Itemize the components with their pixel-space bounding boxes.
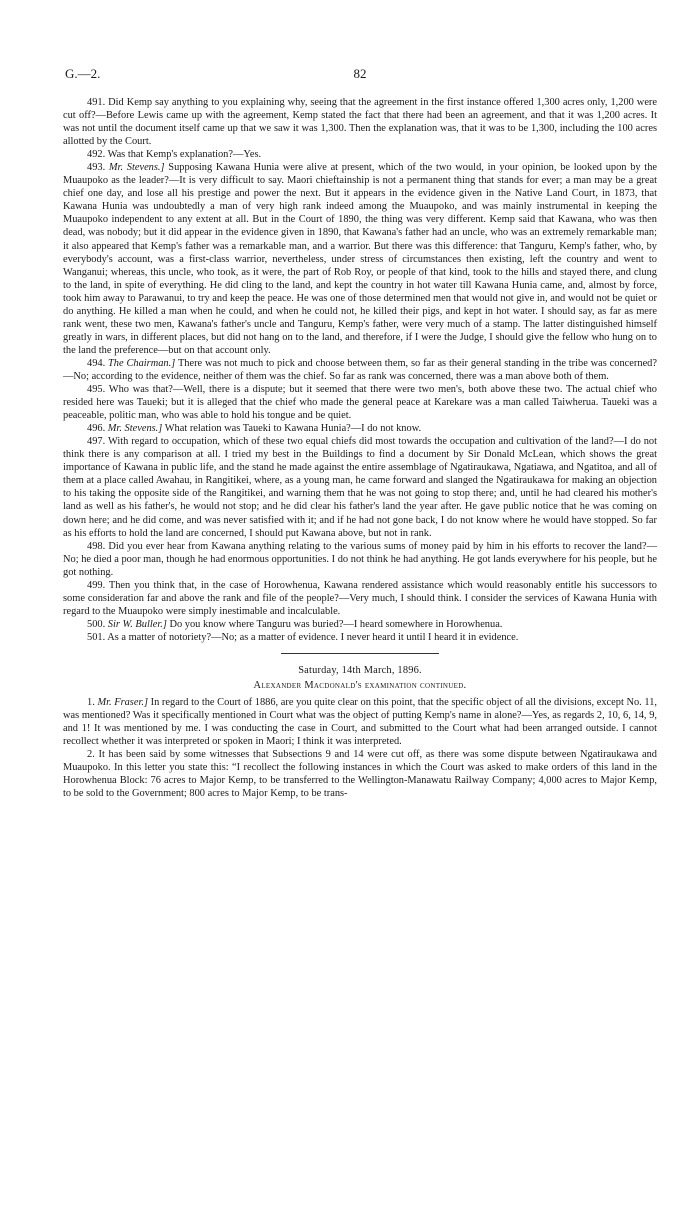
question-paragraph — [63, 748, 657, 800]
question-text: Did Kemp say anything to you explaining why, seeing that the agreement in the first instance offered 1,300 acres only, 1,200 were cut off?—Before Lewis came up with the agreement, Kemp stated the fact that there had been an agreement, and that it was 1,200 acres. It was not until the document itself came up that we saw it was 1,300. Then the explanation was, that it was to be 1,300, including the 100 acres allotted by the Court. — [63, 97, 657, 148]
speaker-name: The Chairman.] — [108, 357, 176, 369]
question-number: 491. — [87, 97, 109, 108]
question-number: 499. — [87, 579, 109, 591]
question-text: Do you know where Tanguru was buried?—I heard somewhere in Horowhenua. — [169, 618, 503, 630]
question-paragraph — [63, 631, 657, 644]
question-number: 493. — [87, 162, 109, 174]
question-text: Who was that?—Well, there is a dispute; but it seemed that there were two men's, both above these two. The actual chief who resided here was Taueki; but it is alleged that the chief who made the general peace at Karekare was a man called Taiwherua. Taueki was a peaceable, politic man, who was able to hold his tongue and be quiet. — [63, 384, 657, 422]
question-text: What relation was Taueki to Kawana Hunia?—I do not know. — [164, 423, 422, 435]
question-text: As a matter of notoriety?—No; as a matter of evidence. I never heard it until I heard it in evidence. — [107, 631, 519, 643]
speaker-name: Sir W. Buller.] — [107, 618, 167, 630]
section-subtitle: Alexander Macdonald's examination continued. — [253, 680, 467, 692]
page-number: 82 — [353, 66, 367, 81]
question-paragraph — [63, 383, 657, 422]
question-text: Did you ever hear from Kawana anything relating to the various sums of money paid by him in his efforts to recover the land?—No; he died a poor man, though he had enormous opportunities. I do not think he had anything. He got lands everywhere for his people, but he got nothing. — [63, 540, 657, 578]
question-paragraph — [63, 618, 657, 631]
question-number: 500. — [87, 618, 108, 630]
question-number: 495. — [87, 384, 109, 396]
question-text: In regard to the Court of 1886, are you quite clear on this point, that the specific object of all the divisions, except No. 11, was mentioned? Was it specifically mentioned in Court what was the object of putting Kemp's name in alone?—Yes, as regards 2, 10, 6, 14, 9, and 1! It was mentioned by me. I was conducting the case in Court, and submitted to the Court what had been arranged outside. I cannot recollect whether it was interpreted or spoken in Maori; I think it was interpreted. — [63, 697, 658, 748]
question-paragraph — [63, 148, 657, 161]
question-text: There was not much to pick and choose between them, so far as their general standing in the tribe was concerned?—No; according to the evidence, neither of them was the chief. So far as rank was concerned, there was a man above both of them. — [63, 357, 657, 382]
question-number: 497. — [87, 436, 108, 448]
question-text: Then you think that, in the case of Horowhenua, Kawana rendered assistance which would reasonably entitle his successors to some consideration far and above the rank and file of the people?—Very much, I should think. I consider the services of Kawana Hunia with regard to the Muaupoko were simply inestimable and incalculable. — [63, 579, 657, 617]
evidence-block-2 — [63, 696, 657, 800]
question-text: With regard to occupation, which of these two equal chiefs did most towards the occupation and cultivation of the land?—I do not think there is any comparison at all. I tried my best in the Buildings to find a document by Sir Donald McLean, which shows the great importance of Kawana in public life, and the stand he made against the entire assemblage of Ngatiraukawa, Ngatiawa, and Ngatitoa, and all of them at a place called Awahau, in Rangitikei, where, as a young man, he came forward and slanged the Ngatiraukawa for making an objection to his taking the opposite side of the Rangitikei, and warning them that he was not going to stop there; and, until he had cleared his mother's land as well as his father's, he would not stop; and he did clear his father's land the year after. He gave public notice that he was coming on down here; and he did come, and was never satisfied with it; and if he had not gone back, I do not know where he would have stopped. So far as his efforts to hold the land are concerned, I should put Kawana above, but not in rank. — [63, 436, 658, 539]
speaker-name: Mr. Stevens.] — [108, 162, 165, 174]
question-number: 494. — [87, 357, 109, 369]
document-page — [63, 66, 657, 800]
question-paragraph — [63, 696, 657, 748]
question-text: It has been said by some witnesses that Subsections 9 and 14 were cut off, as there was some dispute between Ngatiraukawa and Muaupoko. In this letter you state this: “I recollect the following instances in which the Court was asked to make orders of this land in the Horowhenua Block: 76 acres to Major Kemp, to be transferred to the Wellington-Manawatu Railway Company; 4,000 acres to Major Kemp, to be sold to the Government; 800 acres to Major Kemp, to be trans- — [63, 749, 657, 800]
question-number: 492. — [87, 149, 108, 161]
question-paragraph — [63, 422, 657, 435]
question-paragraph — [63, 540, 657, 579]
question-number: 1. — [87, 697, 98, 709]
evidence-block-1 — [63, 96, 657, 644]
question-number: 2. — [87, 749, 99, 761]
section-divider — [281, 653, 439, 654]
document-reference: G.—2. — [65, 66, 101, 81]
question-text: Was that Kemp's explanation?—Yes. — [107, 149, 262, 161]
speaker-name: Mr. Fraser.] — [97, 697, 148, 709]
page-header — [63, 66, 657, 88]
question-paragraph — [63, 357, 657, 383]
question-paragraph — [63, 579, 657, 618]
speaker-name: Mr. Stevens.] — [107, 423, 163, 435]
session-date: Saturday, 14th March, 1896. — [298, 664, 422, 676]
question-paragraph — [63, 161, 657, 357]
question-text: Supposing Kawana Hunia were alive at present, which of the two would, in your opinion, be looked upon by the Muaupoko as the leader?—It is very difficult to say. Maori chieftainship is not a permanent thing that stands for ever; a man may be a great chief one day, and lose all his prestige and power the next. But it appears in the evidence given in the Native Land Court, in 1873, that Kawana Hunia was undoubtedly a man of very high rank indeed among the Muaupoko, and was mainly instrumental in keeping the Muaupoko independent to any extent at all. But in the Court of 1890, the thing was very different. Kemp said that Kawana, who was then dead, was nobody; but it did appear in the evidence given in 1890, that Kawana's father had an uncle, who was an extremely remarkable man; it also appeared that Kemp's father was a remarkable man, and a warrior. But there was this difference: that Tanguru, Kemp's father, who, by everybody's account, was a first-class warrior, nevertheless, under stress of circumstances then existing, left the country and went to Wanganui; whereas, this uncle, who took, as it were, the part of Rob Roy, or people of that kind, took to the hills and stayed there, and clung to the land, in spite of everything. He did cling to the land, and kept the country in hot water till Kawana Hunia came, and, almost by force, took him away to Parawanui, to try and keep the peace. He was one of those determined men that would not give in, and would not be quiet or do anything. He killed a man when he could, and when he could not, he killed their pigs, and kept in hot water. I should say, as far as mere rank went, these two men, Kawana's father's uncle and Tanguru, Kemp's father, were very much of a stamp. The latter distinguished himself greatly in wars, in different places, but did not hang on to the land, and therefore, if I were the Judge, I should give the fellow who hung on to the land the preference—but on that account only. — [63, 162, 658, 356]
question-paragraph — [63, 96, 657, 148]
question-number: 501. — [87, 631, 108, 643]
question-paragraph — [63, 435, 657, 539]
question-number: 498. — [87, 540, 109, 552]
question-number: 496. — [87, 423, 108, 435]
document-body — [63, 96, 657, 800]
